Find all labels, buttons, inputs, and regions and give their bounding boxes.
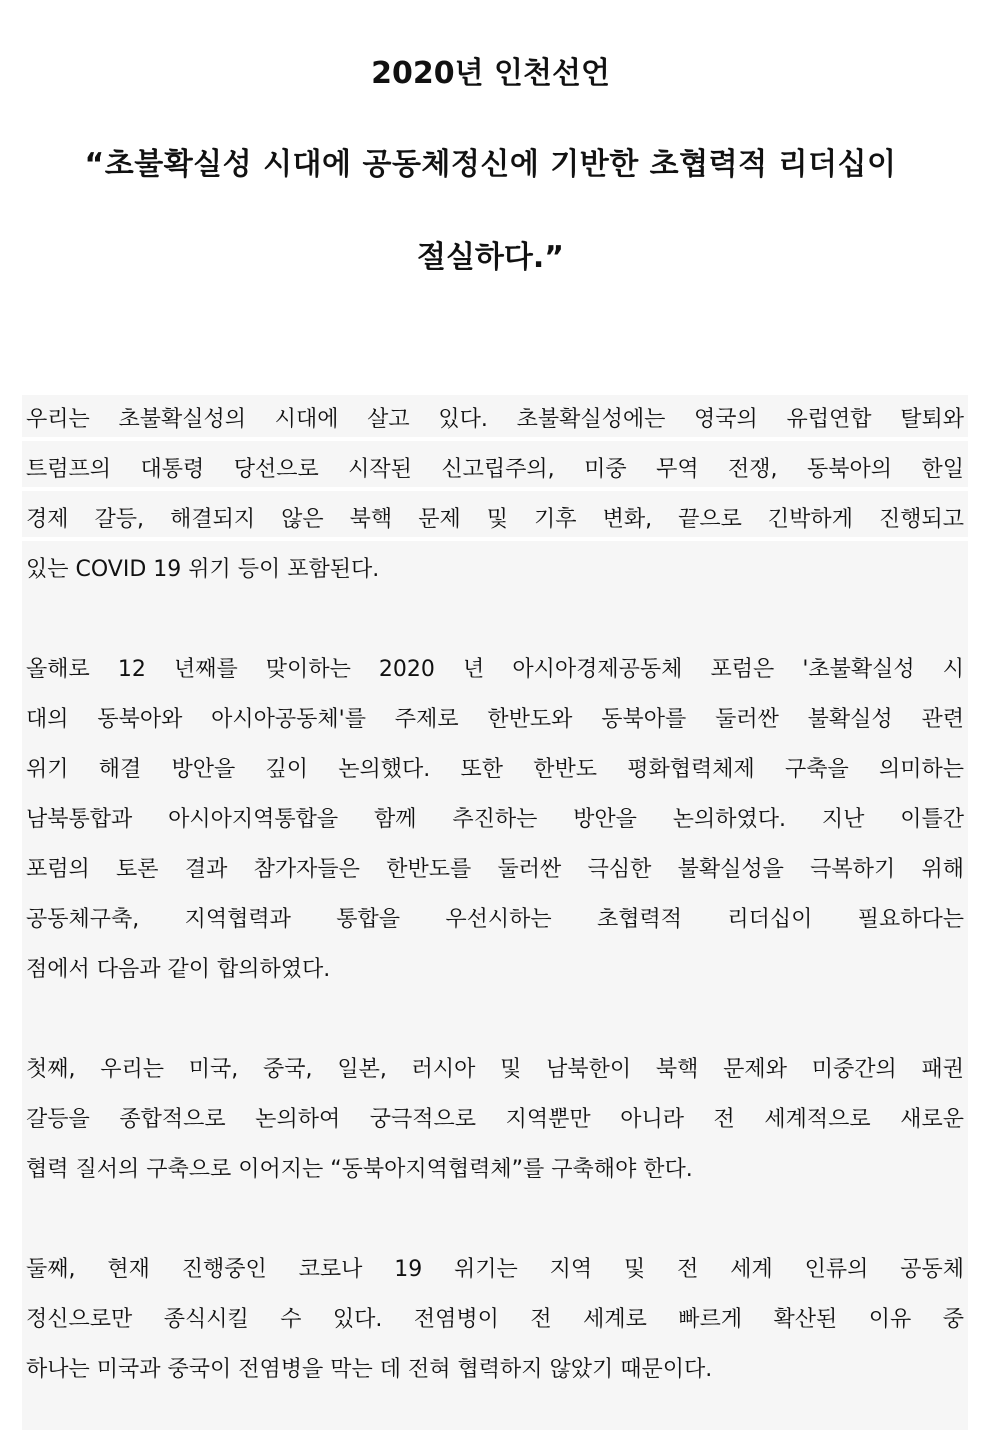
title-line-2: “초불확실성 시대에 공동체정신에 기반한 초협력적 리더십이 bbox=[84, 147, 897, 182]
paragraph-2-line-3: 위기 해결 방안을 깊이 논의했다. 또한 한반도 평화협력체제 구축을 의미하는 bbox=[26, 757, 964, 782]
paragraph-1-line-1: 우리는 초불확실성의 시대에 살고 있다. 초불확실성에는 영국의 유럽연합 탈퇴와 bbox=[26, 407, 964, 432]
paragraph-3-line-3: 협력 질서의 구축으로 이어지는 “동북아지역협력체”를 구축해야 한다. bbox=[26, 1157, 693, 1182]
paragraph-2-line-1: 올해로 12 년째를 맞이하는 2020 년 아시아경제공동체 포럼은 '초불확실성 시 bbox=[26, 657, 964, 682]
paragraph-2-line-2: 대의 동북아와 아시아공동체'를 주제로 한반도와 동북아를 둘러싼 불확실성 관련 bbox=[26, 707, 964, 732]
paragraph-3-line-2: 갈등을 종합적으로 논의하여 궁극적으로 지역뿐만 아니라 전 세계적으로 새로운 bbox=[26, 1107, 964, 1132]
paragraph-4-line-1: 둘째, 현재 진행중인 코로나 19 위기는 지역 및 전 세계 인류의 공동체 bbox=[26, 1257, 964, 1282]
paragraph-1-line-4: 있는 COVID 19 위기 등이 포함된다. bbox=[26, 557, 380, 582]
paragraph-2-line-7: 점에서 다음과 같이 합의하였다. bbox=[26, 957, 331, 982]
paragraph-3-line-1: 첫째, 우리는 미국, 중국, 일본, 러시아 및 남북한이 북핵 문제와 미중간의 패권 bbox=[26, 1057, 964, 1082]
paragraph-2-line-4: 남북통합과 아시아지역통합을 함께 추진하는 방안을 논의하였다. 지난 이틀간 bbox=[26, 807, 964, 832]
paragraph-4-line-3: 하나는 미국과 중국이 전염병을 막는 데 전혀 협력하지 않았기 때문이다. bbox=[26, 1357, 713, 1382]
title-line-1: 2020년 인천선언 bbox=[371, 56, 610, 91]
document-body bbox=[22, 395, 968, 1430]
title-line-3: 절실하다.” bbox=[416, 240, 565, 275]
paragraph-2-line-6: 공동체구축, 지역협력과 통합을 우선시하는 초협력적 리더십이 필요하다는 bbox=[26, 907, 964, 932]
paragraph-4-line-2: 정신으로만 종식시킬 수 있다. 전염병이 전 세계로 빠르게 확산된 이유 중 bbox=[26, 1307, 964, 1332]
paragraph-1-line-2: 트럼프의 대통령 당선으로 시작된 신고립주의, 미중 무역 전쟁, 동북아의 한일 bbox=[26, 457, 964, 482]
paragraph-2-line-5: 포럼의 토론 결과 참가자들은 한반도를 둘러싼 극심한 불확실성을 극복하기 위해 bbox=[26, 857, 964, 882]
paragraph-1-line-3: 경제 갈등, 해결되지 않은 북핵 문제 및 기후 변화, 끝으로 긴박하게 진행되고 bbox=[26, 507, 964, 532]
